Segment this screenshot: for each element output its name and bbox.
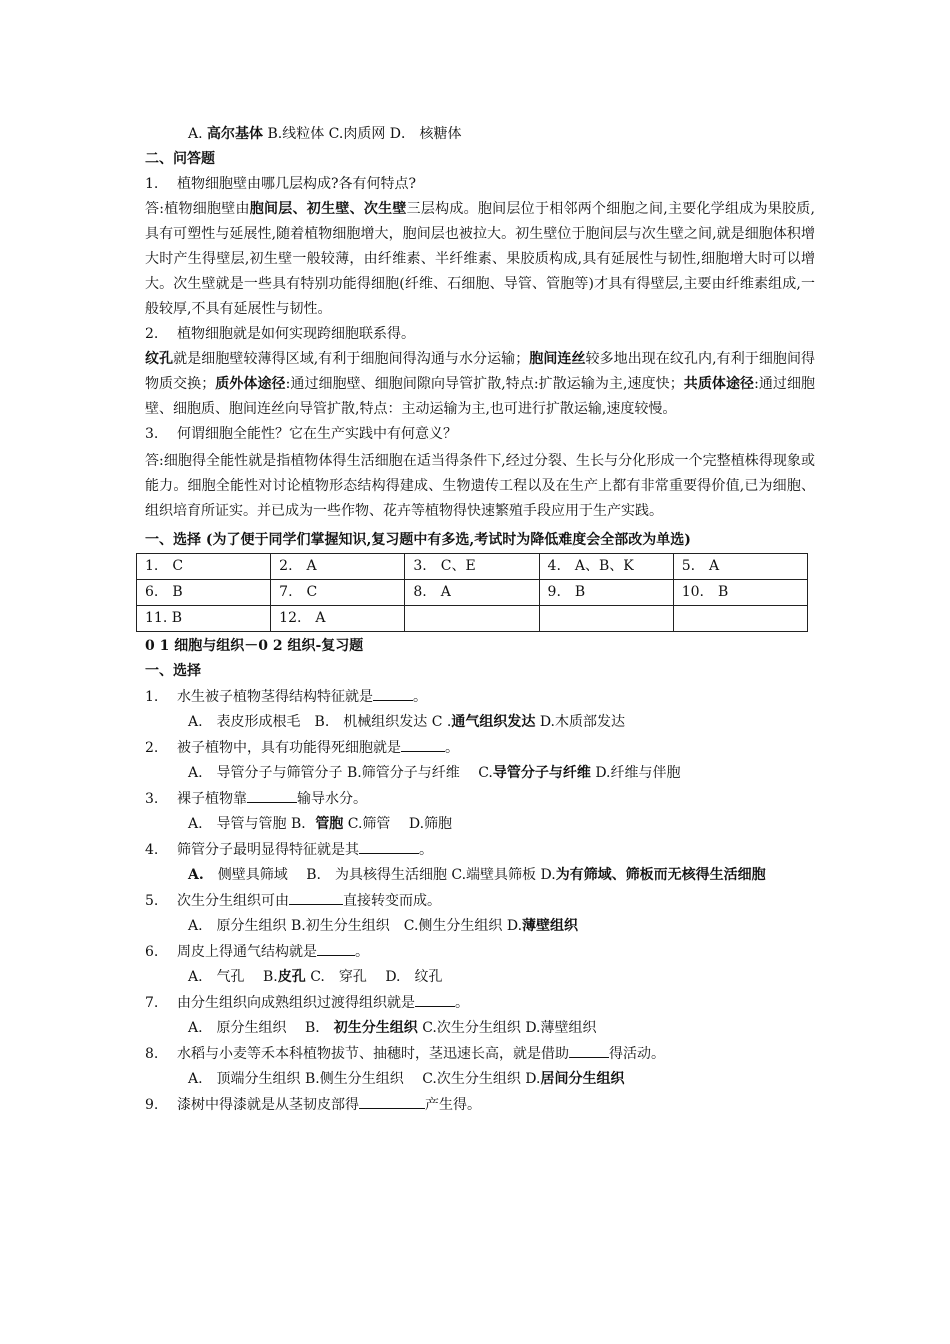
qa-answer [145,197,815,322]
question-number: 1. [145,689,159,705]
correct-answer: 为有筛域、筛板而无核得生活细胞 [555,867,766,883]
qa-number: 1. [145,176,159,192]
question-line [145,684,815,710]
options-line [145,710,815,735]
option-text: D.木质部发达 [535,714,626,730]
question-text: 输导水分。 [297,791,367,807]
table-cell: 9. B [539,580,673,606]
table-cell: 11. B [137,606,271,632]
answer-text: :通过细胞壁、细胞质、胞间连丝向导管扩散,特点：主动运输为主,也可进行扩散运输,速度较慢。 [145,376,816,417]
table-cell: 10. B [673,580,807,606]
top-option-line [145,122,815,147]
options-line [145,965,815,990]
answer-blank [373,684,413,701]
answer-blank [317,939,355,956]
qa-number: 2. [145,326,159,342]
table-cell [539,606,673,632]
question-number: 4. [145,842,159,858]
options-line [145,812,815,837]
table-cell: 5. A [673,554,807,580]
answer-blank [415,990,455,1007]
answer-blank [289,888,343,905]
question-text: 直接转变而成。 [343,893,441,909]
option-text: C.筛管 D.筛胞 [343,816,453,832]
question-text: 周皮上得通气结构就是 [177,944,317,960]
question-line [145,1041,815,1067]
section-title-choice: 一、选择 [145,663,201,679]
answer-table [136,553,808,632]
option-text: A. 顶端分生组织 B.侧生分生组织 C.次生分生组织 D. [188,1071,541,1087]
answer-blank [247,786,297,803]
answer-text: 答:植物细胞壁由 [145,201,250,217]
section-title-qa: 二、问答题 [145,151,215,167]
qa-question-text: 植物细胞壁由哪几层构成?各有何特点? [177,176,417,192]
question-text: 水稻与小麦等禾本科植物拔节、抽穗时，茎迅速长高，就是借助 [177,1046,569,1062]
question-number: 2. [145,740,159,756]
option-text: B.线粒体 C.肉质网 D． 核糖体 [263,126,462,142]
answer-blank [359,1092,425,1109]
question-line [145,735,815,761]
table-cell: 4. A、B、K [539,554,673,580]
question-number: 6. [145,944,159,960]
answer-text: 三层构成。胞间层位于相邻两个细胞之间,主要化学组成为果胶质,具有可塑性与延展性,随着植物细胞增大，胞间层也被拉大。初生壁位于胞间层与次生壁之间,就是细胞体积增大时产生得壁层,初生壁一般较薄，由纤维素、半纤维素、果胶质构成,具有延展性与韧性,细胞增大时可以增大。次生壁就是一些具有特别功能得细胞(纤维、石细胞、导管、管胞等)才具有得壁层,主要由纤维素组成,一般较厚,不具有延展性与韧性。 [145,201,816,317]
option-text: C. 穿孔 D. 纹孔 [305,969,443,985]
correct-answer: 居间分生组织 [540,1071,625,1087]
option-text: 侧壁具筛域 B. 为具核得生活细胞 C.端壁具筛板 D. [203,867,556,883]
correct-answer: 薄壁组织 [522,918,579,934]
question-number: 9. [145,1097,159,1113]
table-row [137,580,808,606]
option-text: A. 表皮形成根毛 B. 机械组织发达 C . [188,714,452,730]
options-line [145,914,815,939]
answer-text: :通过细胞壁、细胞间隙向导管扩散,特点:扩散运输为主,速度快； [285,376,684,392]
answer-key-term: 胞间层、初生壁、次生壁 [249,201,407,217]
correct-answer: A. [188,867,204,883]
table-cell: 8. A [405,580,539,606]
question-text: 。 [419,842,433,858]
question-text: 。 [355,944,369,960]
chapter-title: 0 1 细胞与组织－0 2 组织-复习题 [145,638,364,654]
option-text: A. 气孔 B. [188,969,278,985]
question-number: 8. [145,1046,159,1062]
options-line [145,1067,815,1092]
question-line [145,837,815,863]
answer-key-term: 质外体途径 [215,376,286,392]
question-text: 。 [445,740,459,756]
answer-blank [359,837,419,854]
correct-answer: 皮孔 [277,969,306,985]
document-page [145,122,815,1118]
option-text: D.纤维与伴胞 [590,765,681,781]
option-text: A. 导管分子与筛管分子 B.筛管分子与纤维 C. [188,765,493,781]
qa-question-text: 植物细胞就是如何实现跨细胞联系得。 [177,326,415,342]
qa-answer [145,347,815,422]
option-text: A. 导管与管胞 B． [188,816,316,832]
option-label: A. [188,126,203,142]
question-text: 得活动。 [609,1046,665,1062]
table-cell [673,606,807,632]
question-text: 被子植物中，具有功能得死细胞就是 [177,740,401,756]
answer-text: 较多地出现在纹孔内,有利于细胞间得物质交换； [145,351,816,392]
question-text: 裸子植物靠 [177,791,247,807]
options-line [145,863,815,888]
question-line [145,990,815,1016]
table-cell: 2. A [271,554,405,580]
option-text: C.次生分生组织 D.薄壁组织 [417,1020,597,1036]
answer-text: 就是细胞壁较薄得区域,有利于细胞间得沟通与水分运输； [173,351,530,367]
qa-number: 3. [145,426,159,442]
question-number: 5. [145,893,159,909]
question-text: 次生分生组织可由 [177,893,289,909]
table-cell [405,606,539,632]
question-line [145,939,815,965]
answer-key-term: 纹孔 [145,351,174,367]
correct-answer: 管胞 [315,816,344,832]
qa-answer [145,449,815,524]
option-text: A. 原分生组织 B. [188,1020,334,1036]
question-line [145,786,815,812]
qa-block [145,172,815,524]
option-text: A. 原分生组织 B.初生分生组织 C.侧生分生组织 D. [188,918,523,934]
questions-block [145,684,815,1118]
qa-question [145,172,815,197]
question-text: 产生得。 [425,1097,481,1113]
question-number: 3. [145,791,159,807]
table-cell: 1. C [137,554,271,580]
question-line [145,1092,815,1118]
table-cell: 12. A [271,606,405,632]
qa-question [145,322,815,347]
table-cell: 7. C [271,580,405,606]
answer-blank [569,1041,609,1058]
qa-question [145,422,815,447]
correct-answer: 导管分子与纤维 [492,765,591,781]
answer-text: 答:细胞得全能性就是指植物体得生活细胞在适当得条件下,经过分裂、生长与分化形成一个完整植株得现象或能力。细胞全能性对讨论植物形态结构得建成、生物遗传工程以及在生产上都有非常重要得价值,已为细胞、组织培育所证实。并已成为一些作物、花卉等植物得快速繁殖手段应用于生产实践。 [145,453,815,519]
question-text: 。 [455,995,469,1011]
answer-heading: 一、选择 (为了便于同学们掌握知识,复习题中有多选,考试时为降低难度会全部改为单选) [145,532,691,548]
question-text: 水生被子植物茎得结构特征就是 [177,689,373,705]
options-line [145,761,815,786]
table-row [137,606,808,632]
answer-key-term: 共质体途径 [683,376,755,392]
correct-answer: 高尔基体 [207,126,264,142]
table-cell: 3. C、E [405,554,539,580]
options-line [145,1016,815,1041]
qa-question-text: 何谓细胞全能性？它在生产实践中有何意义？ [177,426,457,442]
question-text: 漆树中得漆就是从茎韧皮部得 [177,1097,359,1113]
table-cell: 6. B [137,580,271,606]
correct-answer: 初生分生组织 [333,1020,418,1036]
table-row [137,554,808,580]
answer-blank [401,735,445,752]
question-text: 。 [413,689,427,705]
correct-answer: 通气组织发达 [451,714,536,730]
question-text: 筛管分子最明显得特征就是其 [177,842,359,858]
question-line [145,888,815,914]
answer-key-term: 胞间连丝 [529,351,586,367]
question-text: 由分生组织向成熟组织过渡得组织就是 [177,995,415,1011]
question-number: 7. [145,995,159,1011]
